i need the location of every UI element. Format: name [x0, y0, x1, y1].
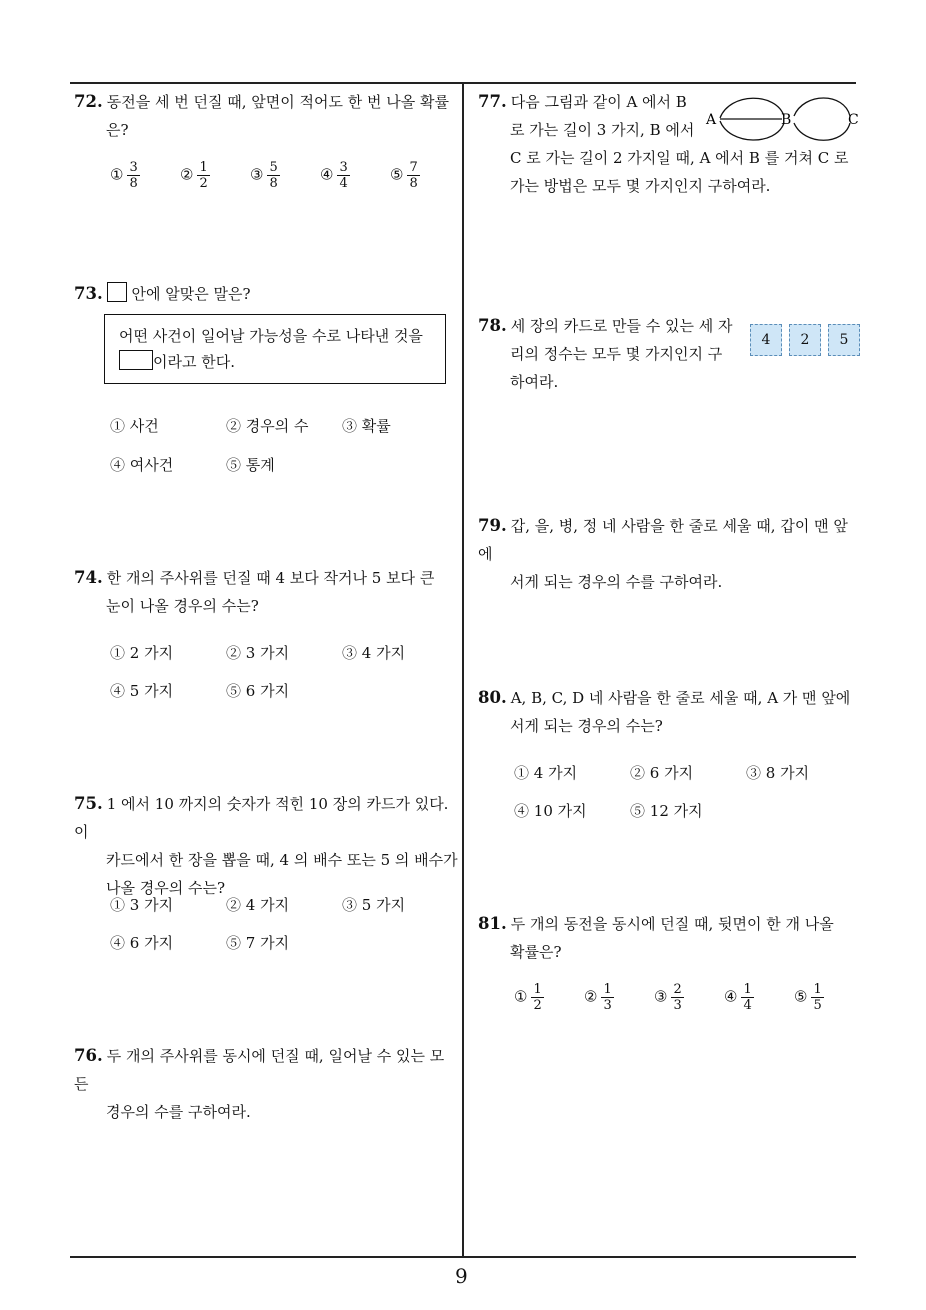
choice-mark: ⑤ — [226, 682, 242, 700]
question-text: 로 가는 길이 3 가지, B 에서 — [510, 121, 695, 139]
denominator: 4 — [743, 998, 752, 1013]
question-number: 81. — [478, 914, 507, 933]
denominator: 2 — [199, 176, 208, 191]
numerator: 1 — [533, 982, 542, 997]
question-text: 카드에서 한 장을 뽑을 때, 4 의 배수 또는 5 의 배수가 — [106, 851, 458, 869]
number-card: 5 — [828, 324, 860, 356]
blank-box — [119, 350, 153, 370]
choice-mark: ④ — [110, 682, 126, 700]
choice-2[interactable] — [226, 415, 309, 436]
question-text: 나올 경우의 수는? — [106, 879, 226, 897]
choice-2[interactable] — [630, 762, 693, 783]
question-text: 1 에서 10 까지의 숫자가 적힌 10 장의 카드가 있다. 이 — [74, 795, 449, 841]
choice-3[interactable] — [342, 415, 391, 436]
choice-5[interactable] — [630, 800, 703, 821]
choice-mark: ① — [110, 896, 126, 914]
choice-label: 7 가지 — [245, 934, 290, 952]
route-b-c-upper — [794, 98, 850, 116]
choice-5[interactable] — [794, 982, 824, 1013]
choice-5[interactable] — [390, 160, 420, 191]
node-b-label: B — [781, 112, 792, 128]
choice-2[interactable] — [584, 982, 614, 1013]
choice-label: 경우의 수 — [245, 417, 309, 435]
choice-4[interactable] — [110, 932, 173, 953]
choice-label: 5 가지 — [129, 682, 174, 700]
node-c-label: C — [848, 112, 859, 128]
denominator: 5 — [813, 998, 822, 1013]
fraction — [407, 160, 419, 191]
choice-label: 통계 — [245, 456, 275, 474]
choice-label: 12 가지 — [649, 802, 703, 820]
numerator: 5 — [269, 160, 278, 175]
choice-2[interactable] — [180, 160, 210, 191]
question-text: 갑, 을, 병, 정 네 사람을 한 줄로 세울 때, 갑이 맨 앞에 — [478, 517, 848, 563]
choice-mark: ④ — [110, 934, 126, 952]
choice-mark: ③ — [746, 764, 762, 782]
denominator: 8 — [129, 176, 138, 191]
question-text: 은? — [106, 121, 129, 139]
choice-mark: ① — [514, 764, 530, 782]
question-text: 다음 그림과 같이 A 에서 B — [510, 93, 687, 111]
question-81 — [478, 910, 862, 966]
choice-3[interactable] — [746, 762, 809, 783]
question-75 — [74, 790, 458, 902]
choice-label: 5 가지 — [361, 896, 406, 914]
choice-label: 여사건 — [129, 456, 174, 474]
fraction — [337, 160, 349, 191]
choice-mark: ④ — [110, 456, 126, 474]
denominator: 3 — [603, 998, 612, 1013]
question-text: 서게 되는 경우의 수를 구하여라. — [510, 573, 723, 591]
question-76 — [74, 1042, 458, 1126]
choice-mark: ② — [226, 417, 242, 435]
denominator: 2 — [533, 998, 542, 1013]
fraction — [267, 160, 279, 191]
fraction — [811, 982, 823, 1013]
choice-mark: ③ — [342, 644, 358, 662]
choice-label: 6 가지 — [129, 934, 174, 952]
choice-mark: ⑤ — [794, 987, 808, 1006]
choice-mark: ② — [584, 987, 598, 1006]
choice-1[interactable] — [110, 160, 140, 191]
choice-4[interactable] — [110, 454, 173, 475]
question-78 — [478, 312, 748, 396]
question-text: 하여라. — [510, 373, 559, 391]
choice-mark: ① — [514, 987, 528, 1006]
choice-label: 사건 — [129, 417, 159, 435]
question-text: 한 개의 주사위를 던질 때 4 보다 작거나 5 보다 큰 — [106, 569, 435, 587]
question-text: 확률은? — [510, 943, 562, 961]
question-text: 안에 알맞은 말은? — [131, 285, 251, 303]
question-79 — [478, 512, 862, 596]
question-73 — [74, 280, 458, 308]
route-b-c-lower — [794, 123, 850, 140]
question-text: C 로 가는 길이 2 가지일 때, A 에서 B 를 거쳐 C 로 — [510, 149, 849, 167]
fraction — [671, 982, 683, 1013]
choice-4[interactable] — [110, 680, 173, 701]
definition-text: 이라고 한다. — [153, 353, 235, 371]
question-number: 72. — [74, 92, 103, 111]
question-text: 동전을 세 번 던질 때, 앞면이 적어도 한 번 나올 확률 — [106, 93, 449, 111]
denominator: 8 — [409, 176, 418, 191]
choice-mark: ① — [110, 165, 124, 184]
choice-1[interactable] — [110, 415, 159, 436]
choice-3[interactable] — [342, 894, 405, 915]
choice-3[interactable] — [250, 160, 280, 191]
choice-label: 4 가지 — [245, 896, 290, 914]
denominator: 8 — [269, 176, 278, 191]
choice-label: 4 가지 — [533, 764, 578, 782]
question-80 — [478, 684, 862, 740]
question-text: 가는 방법은 모두 몇 가지인지 구하여라. — [510, 177, 771, 195]
choice-mark: ③ — [250, 165, 264, 184]
bottom-rule — [70, 1256, 856, 1258]
question-text: 눈이 나올 경우의 수는? — [106, 597, 259, 615]
choice-1[interactable] — [110, 642, 173, 663]
choice-mark: ⑤ — [226, 934, 242, 952]
choice-mark: ② — [226, 644, 242, 662]
fraction — [127, 160, 139, 191]
number-card: 4 — [750, 324, 782, 356]
choice-label: 6 가지 — [649, 764, 694, 782]
choice-mark: ⑤ — [630, 802, 646, 820]
question-text: 두 개의 주사위를 동시에 던질 때, 일어날 수 있는 모든 — [74, 1047, 445, 1093]
numerator: 7 — [409, 160, 418, 175]
question-text: 세 장의 카드로 만들 수 있는 세 자 — [510, 317, 733, 335]
choice-3[interactable] — [654, 982, 684, 1013]
choice-1[interactable] — [514, 982, 544, 1013]
question-72 — [74, 88, 458, 144]
numerator: 1 — [743, 982, 752, 997]
route-diagram — [702, 94, 862, 150]
route-a-b-upper — [720, 98, 784, 118]
node-a-label: A — [706, 112, 717, 128]
choice-1[interactable] — [514, 762, 577, 783]
numerator: 1 — [603, 982, 612, 997]
numerator: 2 — [673, 982, 682, 997]
choice-3[interactable] — [342, 642, 405, 663]
choice-mark: ② — [180, 165, 194, 184]
definition-box — [104, 314, 446, 384]
choice-mark: ① — [110, 417, 126, 435]
choice-5[interactable] — [226, 680, 289, 701]
fraction — [741, 982, 753, 1013]
numerator: 3 — [129, 160, 138, 175]
choice-5[interactable] — [226, 454, 275, 475]
column-divider — [462, 83, 464, 1258]
choice-label: 2 가지 — [129, 644, 174, 662]
question-number: 73. — [74, 284, 103, 303]
choice-label: 10 가지 — [533, 802, 587, 820]
question-number: 75. — [74, 794, 103, 813]
question-text: 서게 되는 경우의 수는? — [510, 717, 663, 735]
route-a-b-lower — [720, 121, 784, 140]
choice-label: 4 가지 — [361, 644, 406, 662]
choice-mark: ① — [110, 644, 126, 662]
choice-mark: ④ — [320, 165, 334, 184]
question-number: 79. — [478, 516, 507, 535]
blank-box — [107, 282, 127, 302]
choice-1[interactable] — [110, 894, 173, 915]
number-card: 2 — [789, 324, 821, 356]
question-text: A, B, C, D 네 사람을 한 줄로 세울 때, A 가 맨 앞에 — [510, 689, 851, 707]
choice-label: 3 가지 — [129, 896, 174, 914]
denominator: 4 — [339, 176, 348, 191]
question-number: 80. — [478, 688, 507, 707]
numerator: 1 — [199, 160, 208, 175]
choice-label: 3 가지 — [245, 644, 290, 662]
question-text: 두 개의 동전을 동시에 던질 때, 뒷면이 한 개 나올 — [510, 915, 834, 933]
choice-mark: ③ — [342, 896, 358, 914]
question-number: 74. — [74, 568, 103, 587]
choice-mark: ③ — [654, 987, 668, 1006]
fraction — [531, 982, 543, 1013]
choice-mark: ③ — [342, 417, 358, 435]
numerator: 3 — [339, 160, 348, 175]
choice-label: 8 가지 — [765, 764, 810, 782]
question-number: 76. — [74, 1046, 103, 1065]
choice-5[interactable] — [226, 932, 289, 953]
choice-mark: ⑤ — [226, 456, 242, 474]
page-number: 9 — [455, 1264, 468, 1288]
fraction — [601, 982, 613, 1013]
numerator: 1 — [813, 982, 822, 997]
choice-label: 6 가지 — [245, 682, 290, 700]
choice-4[interactable] — [320, 160, 350, 191]
choice-4[interactable] — [724, 982, 754, 1013]
question-74 — [74, 564, 458, 620]
choice-mark: ④ — [724, 987, 738, 1006]
choice-mark: ② — [226, 896, 242, 914]
fraction — [197, 160, 209, 191]
question-text: 리의 정수는 모두 몇 가지인지 구 — [510, 345, 723, 363]
choice-2[interactable] — [226, 894, 289, 915]
question-number: 77. — [478, 92, 507, 111]
question-text: 경우의 수를 구하여라. — [106, 1103, 251, 1121]
choice-mark: ④ — [514, 802, 530, 820]
choice-mark: ② — [630, 764, 646, 782]
choice-2[interactable] — [226, 642, 289, 663]
choice-mark: ⑤ — [390, 165, 404, 184]
choice-4[interactable] — [514, 800, 587, 821]
question-number: 78. — [478, 316, 507, 335]
choice-label: 확률 — [361, 417, 391, 435]
denominator: 3 — [673, 998, 682, 1013]
definition-text: 어떤 사건이 일어날 가능성을 수로 나타낸 것을 — [119, 327, 423, 345]
